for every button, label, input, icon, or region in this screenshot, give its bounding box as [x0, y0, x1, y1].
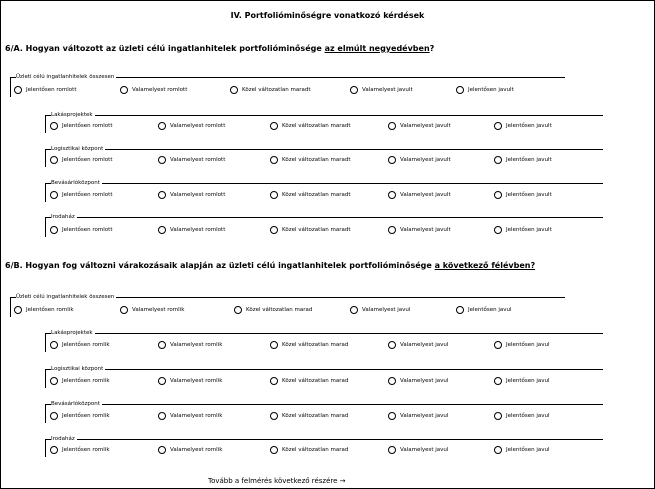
group-divider [45, 369, 603, 370]
radio-button[interactable] [270, 446, 278, 454]
radio-label: Valamelyest romlik [132, 307, 185, 313]
radio-option[interactable] [158, 191, 225, 199]
radio-label: Közel változatlan maradt [282, 192, 351, 198]
radio-label: Jelentősen javul [506, 342, 550, 348]
radio-label: Valamelyest javul [400, 342, 449, 348]
radio-label: Valamelyest javult [400, 227, 451, 233]
radio-label: Valamelyest romlott [170, 192, 226, 198]
radio-option[interactable] [388, 226, 451, 234]
radio-button[interactable] [234, 306, 242, 314]
radio-label: Jelentősen javult [506, 192, 552, 198]
radio-button[interactable] [50, 122, 58, 130]
radio-label: Jelentősen javult [506, 227, 552, 233]
group-divider [45, 333, 603, 334]
radio-option[interactable] [388, 156, 451, 164]
radio-button[interactable] [120, 86, 128, 94]
radio-option[interactable] [158, 226, 225, 234]
radio-label: Jelentősen romlik [62, 378, 110, 384]
radio-option[interactable] [388, 341, 448, 349]
radio-option[interactable] [494, 122, 552, 130]
radio-button[interactable] [230, 86, 238, 94]
radio-button[interactable] [50, 412, 58, 420]
radio-option[interactable] [14, 306, 74, 314]
radio-option[interactable] [270, 341, 348, 349]
radio-label: Jelentősen romlik [26, 307, 74, 313]
group-bracket [45, 183, 46, 202]
group-label: Lakásprojektek [51, 330, 93, 336]
radio-option[interactable] [50, 191, 112, 199]
radio-label: Jelentősen javul [506, 378, 550, 384]
radio-label: Közel változatlan marad [282, 342, 349, 348]
radio-label: Jelentősen romlott [62, 192, 113, 198]
radio-option[interactable] [158, 341, 222, 349]
radio-button[interactable] [388, 156, 396, 164]
group-label: Bevásárlóközpont [51, 180, 100, 186]
radio-option[interactable] [388, 412, 448, 420]
radio-label: Valamelyest javul [362, 307, 411, 313]
radio-label: Jelentősen romlott [62, 157, 113, 163]
radio-button[interactable] [50, 191, 58, 199]
radio-option[interactable] [350, 306, 410, 314]
group-label: Logisztikai központ [51, 146, 104, 152]
radio-option[interactable] [50, 446, 110, 454]
radio-label: Közel változatlan marad [246, 307, 313, 313]
group-bracket [45, 115, 46, 133]
group-label: Logisztikai központ [51, 366, 104, 372]
question-6a [5, 44, 434, 53]
radio-option[interactable] [158, 122, 225, 130]
radio-option[interactable] [158, 446, 222, 454]
group-divider [45, 115, 603, 116]
group-divider [45, 404, 603, 405]
group-bracket [45, 149, 46, 167]
radio-button[interactable] [350, 86, 358, 94]
radio-label: Valamelyest javult [400, 157, 451, 163]
radio-option[interactable] [494, 156, 552, 164]
radio-option[interactable] [494, 226, 552, 234]
group-label: Irodaház [51, 436, 75, 442]
radio-button[interactable] [388, 377, 396, 385]
radio-button[interactable] [456, 86, 464, 94]
radio-option[interactable] [270, 446, 348, 454]
group-bracket [10, 77, 11, 97]
radio-option[interactable] [120, 306, 184, 314]
radio-button[interactable] [270, 377, 278, 385]
radio-option[interactable] [270, 156, 350, 164]
radio-button[interactable] [270, 191, 278, 199]
radio-label: Valamelyest romlik [170, 447, 223, 453]
radio-option[interactable] [388, 122, 451, 130]
radio-option[interactable] [270, 377, 348, 385]
radio-label: Közel változatlan maradt [282, 157, 351, 163]
radio-label: Valamelyest javul [400, 378, 449, 384]
radio-label: Valamelyest romlik [170, 378, 223, 384]
radio-option[interactable] [270, 122, 350, 130]
radio-label: Jelentősen javult [468, 87, 514, 93]
question-6a-suffix: ? [429, 44, 435, 53]
radio-label: Jelentősen javul [506, 413, 550, 419]
radio-label: Jelentősen romlott [62, 123, 113, 129]
radio-label: Közel változatlan maradt [282, 123, 351, 129]
radio-button[interactable] [270, 226, 278, 234]
radio-option[interactable] [50, 377, 110, 385]
radio-option[interactable] [494, 191, 552, 199]
radio-label: Valamelyest javult [400, 123, 451, 129]
radio-button[interactable] [50, 226, 58, 234]
radio-option[interactable] [270, 226, 350, 234]
radio-button[interactable] [270, 412, 278, 420]
radio-label: Valamelyest javult [400, 192, 451, 198]
radio-label: Jelentősen romlik [62, 342, 110, 348]
radio-label: Valamelyest javult [362, 87, 413, 93]
radio-label: Valamelyest romlott [132, 87, 188, 93]
group-divider [45, 439, 603, 440]
radio-button[interactable] [158, 446, 166, 454]
radio-button[interactable] [158, 341, 166, 349]
question-6b [5, 261, 535, 270]
radio-label: Valamelyest javul [400, 447, 449, 453]
radio-option[interactable] [234, 306, 312, 314]
radio-option[interactable] [494, 412, 550, 420]
group-bracket [45, 404, 46, 423]
radio-label: Valamelyest romlott [170, 123, 226, 129]
radio-button[interactable] [14, 306, 22, 314]
radio-label: Valamelyest romlott [170, 157, 226, 163]
radio-option[interactable] [456, 306, 512, 314]
question-6b-period: a következő félévben? [434, 261, 536, 270]
radio-option[interactable] [158, 156, 225, 164]
group-divider [45, 183, 603, 184]
radio-button[interactable] [158, 377, 166, 385]
radio-option[interactable] [456, 86, 514, 94]
group-bracket [10, 297, 11, 317]
radio-button[interactable] [158, 191, 166, 199]
radio-button[interactable] [494, 122, 502, 130]
radio-button[interactable] [388, 122, 396, 130]
radio-button[interactable] [270, 341, 278, 349]
radio-label: Jelentősen javul [506, 447, 550, 453]
radio-label: Jelentősen romlik [62, 447, 110, 453]
radio-button[interactable] [50, 446, 58, 454]
radio-option[interactable] [388, 191, 451, 199]
group-divider [45, 149, 603, 150]
radio-label: Közel változatlan maradt [242, 87, 311, 93]
radio-button[interactable] [158, 226, 166, 234]
radio-label: Közel változatlan marad [282, 447, 349, 453]
radio-option[interactable] [388, 446, 448, 454]
group-label: Irodaház [51, 214, 75, 220]
radio-option[interactable] [50, 226, 112, 234]
radio-option[interactable] [494, 446, 550, 454]
radio-button[interactable] [388, 446, 396, 454]
group-label: Üzleti célú ingatlanhitelek összesen [16, 74, 115, 80]
radio-option[interactable] [158, 412, 222, 420]
radio-option[interactable] [230, 86, 310, 94]
radio-button[interactable] [158, 412, 166, 420]
radio-option[interactable] [50, 412, 110, 420]
radio-button[interactable] [14, 86, 22, 94]
radio-label: Jelentősen javult [506, 157, 552, 163]
radio-label: Valamelyest romlik [170, 342, 223, 348]
radio-label: Közel változatlan maradt [282, 227, 351, 233]
radio-label: Közel változatlan marad [282, 378, 349, 384]
radio-button[interactable] [50, 341, 58, 349]
radio-button[interactable] [50, 156, 58, 164]
question-6b-text: 6/B. Hogyan fog változni várakozásaik alapján az üzleti célú ingatlanhitelek portfolióminősége [5, 261, 435, 270]
radio-button[interactable] [388, 341, 396, 349]
radio-option[interactable] [270, 412, 348, 420]
radio-button[interactable] [494, 412, 502, 420]
group-label: Bevásárlóközpont [51, 401, 100, 407]
radio-label: Valamelyest javul [400, 413, 449, 419]
radio-button[interactable] [350, 306, 358, 314]
group-bracket [45, 217, 46, 237]
radio-button[interactable] [270, 122, 278, 130]
radio-label: Jelentősen romlott [62, 227, 113, 233]
radio-button[interactable] [270, 156, 278, 164]
radio-button[interactable] [120, 306, 128, 314]
group-label: Üzleti célú ingatlanhitelek összesen [16, 294, 115, 300]
question-6a-text: 6/A. Hogyan változott az üzleti célú ingatlanhitelek portfolióminősége [5, 44, 325, 53]
group-bracket [45, 333, 46, 352]
radio-button[interactable] [388, 226, 396, 234]
radio-option[interactable] [270, 191, 350, 199]
radio-button[interactable] [388, 191, 396, 199]
group-divider [45, 217, 603, 218]
radio-label: Valamelyest romlott [170, 227, 226, 233]
radio-option[interactable] [350, 86, 413, 94]
radio-option[interactable] [50, 156, 112, 164]
radio-label: Jelentősen javul [468, 307, 512, 313]
radio-label: Jelentősen javult [506, 123, 552, 129]
radio-button[interactable] [456, 306, 464, 314]
radio-button[interactable] [494, 191, 502, 199]
group-label: Lakásprojektek [51, 112, 93, 118]
radio-label: Közel változatlan marad [282, 413, 349, 419]
radio-label: Jelentősen romlik [62, 413, 110, 419]
radio-option[interactable] [120, 86, 187, 94]
radio-option[interactable] [494, 341, 550, 349]
radio-option[interactable] [50, 122, 112, 130]
next-section-link[interactable]: Tovább a felmérés következő részére → [208, 477, 346, 485]
radio-option[interactable] [388, 377, 448, 385]
radio-button[interactable] [494, 446, 502, 454]
radio-button[interactable] [494, 226, 502, 234]
section-title: IV. Portfolióminőségre vonatkozó kérdések [230, 11, 425, 20]
radio-button[interactable] [158, 156, 166, 164]
radio-option[interactable] [50, 341, 110, 349]
radio-option[interactable] [494, 377, 550, 385]
radio-button[interactable] [50, 377, 58, 385]
radio-option[interactable] [158, 377, 222, 385]
radio-button[interactable] [158, 122, 166, 130]
radio-label: Jelentősen romlott [26, 87, 77, 93]
radio-label: Valamelyest romlik [170, 413, 223, 419]
group-bracket [45, 369, 46, 388]
radio-option[interactable] [14, 86, 76, 94]
radio-button[interactable] [388, 412, 396, 420]
group-bracket [45, 439, 46, 457]
radio-button[interactable] [494, 156, 502, 164]
question-6a-period: az elmúlt negyedévben [324, 44, 430, 53]
radio-button[interactable] [494, 341, 502, 349]
radio-button[interactable] [494, 377, 502, 385]
